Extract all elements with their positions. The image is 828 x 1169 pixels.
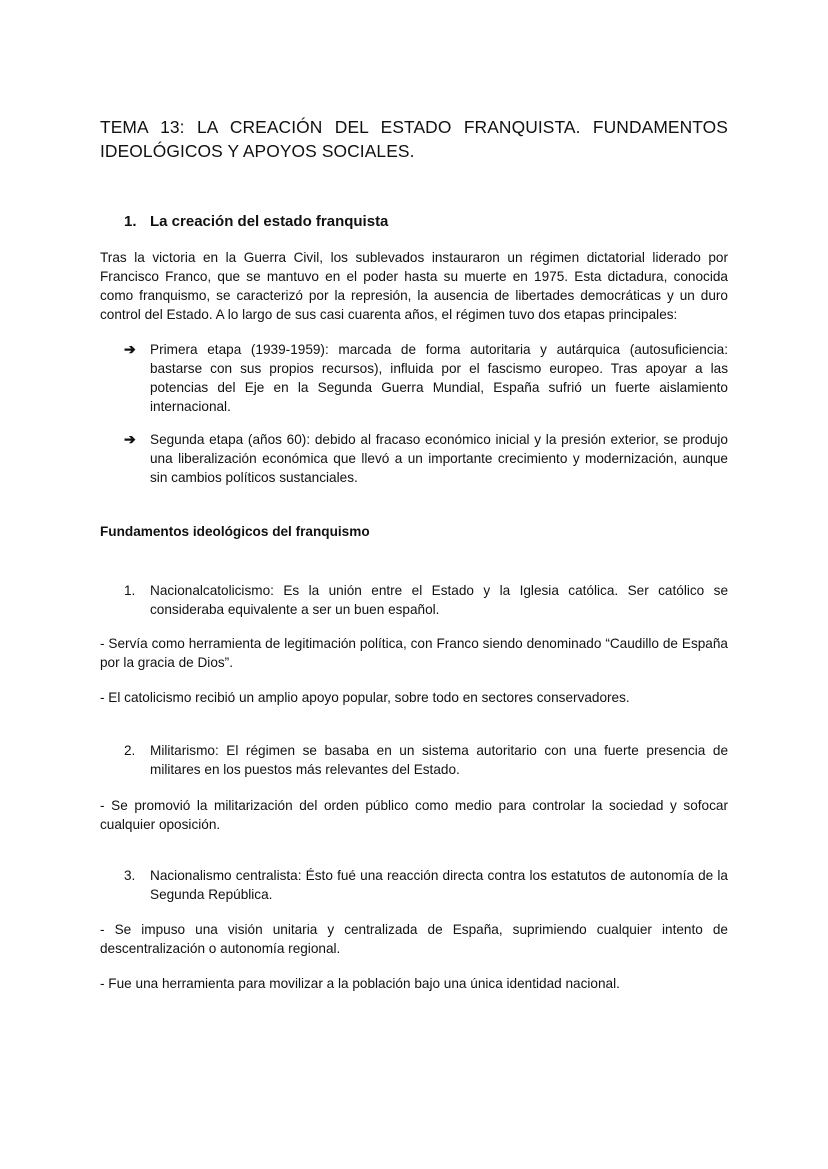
- item-text: Nacionalcatolicismo: Es la unión entre el Estado y la Iglesia católica. Ser católico se consideraba equivalente a ser un buen español.: [150, 583, 728, 617]
- point-text: - Se promovió la militarización del orden público como medio para controlar la sociedad y sofocar cualquier oposición.: [100, 798, 728, 832]
- section-heading-creacion: [124, 211, 388, 233]
- intro-paragraph: Tras la victoria en la Guerra Civil, los sublevados instauraron un régimen dictatorial liderado por Francisco Franco, que se mantuvo en el poder hasta su muerte en 1975. Esta dictadura, conocida como franquismo, se caracterizó por la represión, la ausencia de libertades democráticas y un duro control del Estado. A lo largo de sus casi cuarenta años, el régimen tuvo dos etapas principales:: [100, 250, 728, 322]
- list-item-primera-etapa: [124, 340, 728, 416]
- list-item-segunda-etapa: [124, 430, 728, 487]
- section-heading-fundamentos: Fundamentos ideológicos del franquismo: [100, 524, 370, 539]
- arrow-bullet-icon: ➔: [124, 341, 136, 357]
- section-number: 1.: [124, 213, 137, 230]
- item-text: Nacionalismo centralista: Ésto fué una reacción directa contra los estatutos de autonomía de la Segunda República.: [150, 868, 728, 902]
- point-text: - Fue una herramienta para movilizar a la población bajo una única identidad nacional.: [100, 976, 620, 991]
- arrow-bullet-icon: ➔: [124, 431, 136, 447]
- point-text: - Se impuso una visión unitaria y centralizada de España, suprimiendo cualquier intento de descentralización o autonomía regional.: [100, 922, 728, 956]
- point-text: - Servía como herramienta de legitimación política, con Franco siendo denominado “Caudillo de España por la gracia de Dios”.: [100, 636, 728, 670]
- item-number: 1.: [124, 583, 136, 598]
- list-item-militarismo: [124, 741, 728, 779]
- section-heading-text: La creación del estado franquista: [150, 213, 389, 230]
- bullet-text: Primera etapa (1939-1959): marcada de forma autoritaria y autárquica (autosuficiencia: bastarse con sus propios recursos), influida por el fascismo europeo. Tras apoyar a las potencias del Eje en la Segunda Guerra Mundial, España sufrió un fuerte aislamiento internacional.: [150, 342, 728, 414]
- document-title: TEMA 13: LA CREACIÓN DEL ESTADO FRANQUISTA. FUNDAMENTOS IDEOLÓGICOS Y APOYOS SOCIALES.: [100, 117, 728, 161]
- list-item-nacionalismo-centralista: [124, 866, 728, 904]
- bullet-text: Segunda etapa (años 60): debido al fracaso económico inicial y la presión exterior, se produjo una liberalización económica que llevó a un importante crecimiento y modernización, aunque sin cambios políticos sustanciales.: [150, 432, 728, 485]
- item-number: 2.: [124, 743, 136, 758]
- item-text: Militarismo: El régimen se basaba en un sistema autoritario con una fuerte presencia de militares en los puestos más relevantes del Estado.: [150, 743, 728, 777]
- item-number: 3.: [124, 868, 136, 883]
- list-item-nacionalcatolicismo: [124, 581, 728, 619]
- point-text: - El catolicismo recibió un amplio apoyo popular, sobre todo en sectores conservadores.: [100, 690, 630, 705]
